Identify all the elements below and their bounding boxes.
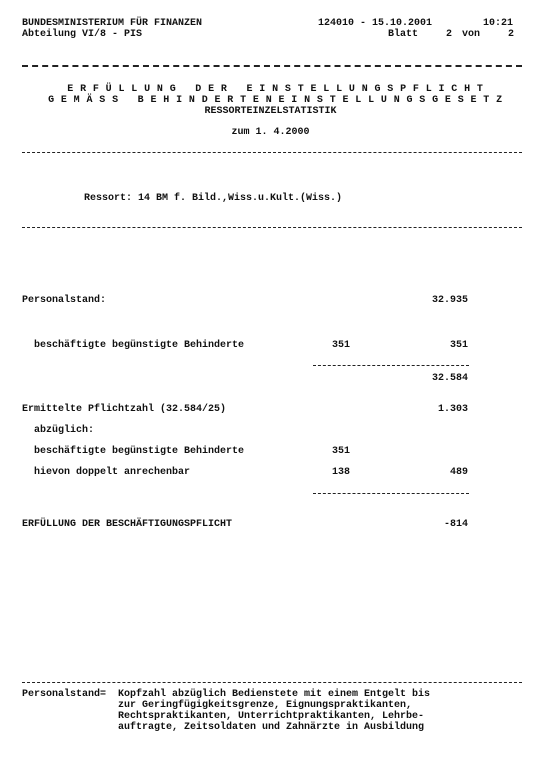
page-of-label: von [462, 29, 481, 40]
erfuellung-value: -814 [443, 519, 468, 530]
subtotal-value: 32.584 [431, 373, 468, 384]
title-divider [22, 152, 522, 153]
header-divider [22, 65, 522, 67]
beschaeftigte2-label: beschäftigte begünstigte Behinderte [34, 446, 245, 457]
ressort-divider [22, 227, 522, 228]
document-reference: 124010 - 15.10.2001 [318, 18, 433, 29]
footnote-line-1: Kopfzahl abzüglich Bedienstete mit einem Entgelt bis [118, 689, 431, 700]
footnote-divider [22, 682, 522, 683]
subtotal-rule [313, 365, 469, 366]
doppelt-col2: 489 [449, 467, 468, 478]
title-line-3: RESSORTEINZELSTATISTIK [204, 106, 337, 117]
page-total: 2 [508, 29, 515, 40]
page-number: 2 [446, 29, 453, 40]
pflichtzahl-value: 1.303 [437, 404, 468, 415]
ministry-name: BUNDESMINISTERIUM FÜR FINANZEN [22, 18, 203, 29]
ressort-line: Ressort: 14 BM f. Bild.,Wiss.u.Kult.(Wiss.) [84, 193, 343, 204]
page-label: Blatt [388, 29, 419, 40]
personalstand-label: Personalstand: [22, 295, 107, 306]
title-date: zum 1. 4.2000 [231, 127, 310, 138]
beschaeftigte-label: beschäftigte begünstigte Behinderte [34, 340, 245, 351]
title-line-2: GEMÄSS BEHINDERTENEINSTELLUNGSGESETZ [48, 95, 509, 106]
pflichtzahl-label: Ermittelte Pflichtzahl (32.584/25) [22, 404, 227, 415]
beschaeftigte2-col1: 351 [332, 446, 351, 457]
footnote-line-2: zur Geringfügigkeitsgrenze, Eignungspraktikanten, [118, 700, 413, 711]
footnote-line-4: auftragte, Zeitsoldaten und Zahnärzte in Ausbildung [118, 722, 425, 733]
beschaeftigte-col2: 351 [449, 340, 468, 351]
doppelt-label: hievon doppelt anrechenbar [34, 467, 191, 478]
doppelt-col1: 138 [332, 467, 351, 478]
personalstand-value: 32.935 [431, 295, 468, 306]
footnote-term: Personalstand= [22, 689, 107, 700]
abzueglich-label: abzüglich: [34, 425, 95, 436]
footnote-line-3: Rechtspraktikanten, Unterrichtpraktikanten, Lehrbe- [118, 711, 425, 722]
print-time: 10:21 [483, 18, 514, 29]
erfuellung-label: ERFÜLLUNG DER BESCHÄFTIGUNGSPFLICHT [22, 519, 233, 530]
total-rule [313, 493, 469, 494]
title-line-1: ERFÜLLUNG DER EINSTELLUNGSPFLICHT [67, 84, 490, 95]
department-name: Abteilung VI/8 - PIS [22, 29, 143, 40]
beschaeftigte-col1: 351 [332, 340, 351, 351]
